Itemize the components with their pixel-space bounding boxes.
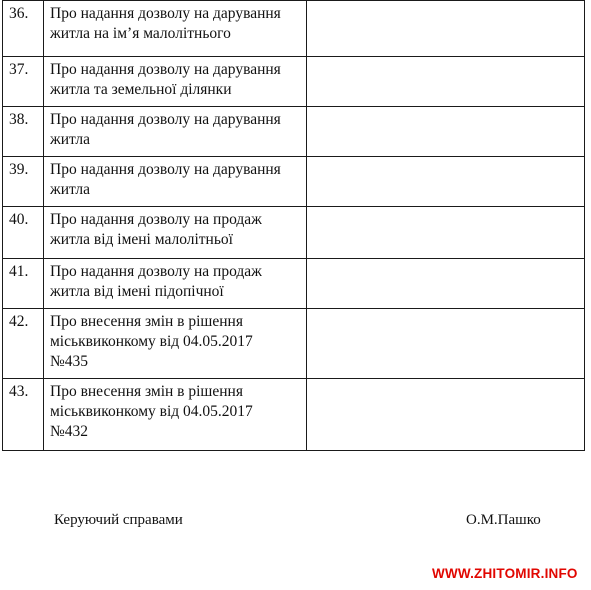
signature-name: О.М.Пашко [466,512,541,528]
table-row [3,309,585,379]
row-title-line: №432 [50,423,89,440]
row-title-line: Про надання дозволу на продаж [50,263,262,280]
empty-cell [307,207,585,259]
row-title [44,57,307,107]
row-number: 37. [3,57,44,107]
empty-cell [307,259,585,309]
row-title-line: житла [50,181,91,198]
table-row [3,207,585,259]
row-title [44,379,307,451]
watermark-text: WWW.ZHITOMIR.INFO [432,566,578,581]
row-title-line: Про внесення змін в рішення [50,383,243,400]
row-title-line: Про надання дозволу на дарування [50,61,281,78]
empty-cell [307,309,585,379]
empty-cell [307,57,585,107]
row-title-line: Про надання дозволу на дарування [50,111,281,128]
row-number: 43. [3,379,44,451]
row-title-line: міськвиконкому від 04.05.2017 [50,403,253,420]
row-number: 39. [3,157,44,207]
row-number: 40. [3,207,44,259]
row-title-line: Про надання дозволу на продаж [50,211,262,228]
row-title [44,259,307,309]
row-number: 41. [3,259,44,309]
row-title-line: Про внесення змін в рішення [50,313,243,330]
row-title [44,309,307,379]
empty-cell [307,379,585,451]
row-title-line: міськвиконкому від 04.05.2017 [50,333,253,350]
row-title-line: №435 [50,353,89,370]
row-title-line: житла та земельної ділянки [50,81,232,98]
row-title [44,157,307,207]
row-title [44,207,307,259]
row-title-line: житла від імені малолітньої [50,231,233,248]
row-title [44,107,307,157]
table-row [3,259,585,309]
empty-cell [307,107,585,157]
row-title-line: житла на ім’я малолітнього [50,25,231,42]
row-title-line: Про надання дозволу на дарування [50,5,281,22]
table-row [3,1,585,57]
document-table [2,0,585,451]
row-title-line: житла від імені підопічної [50,283,224,300]
row-number: 38. [3,107,44,157]
table-row [3,379,585,451]
row-title-line: Про надання дозволу на дарування [50,161,281,178]
row-title [44,1,307,57]
table-row [3,157,585,207]
signature-label: Керуючий справами [54,512,183,528]
empty-cell [307,1,585,57]
row-number: 36. [3,1,44,57]
table-row [3,57,585,107]
row-title-line: житла [50,131,91,148]
empty-cell [307,157,585,207]
row-number: 42. [3,309,44,379]
signature-block [0,510,591,534]
table-row [3,107,585,157]
